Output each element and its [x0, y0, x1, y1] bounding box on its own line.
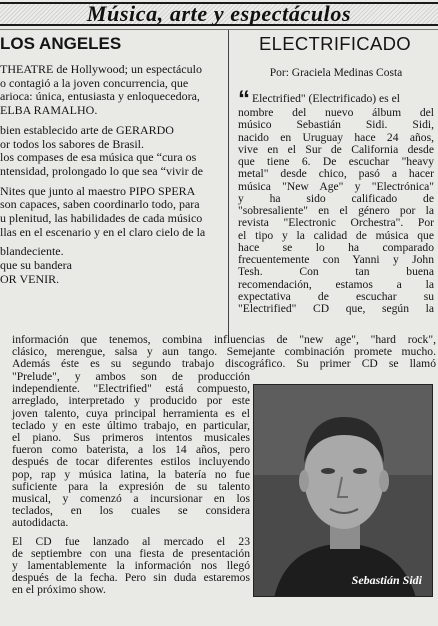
- text-line: son capaces, saben coordinarlo todo, para: [0, 198, 200, 212]
- text-line: arreglado, interpretado y producido por este: [12, 394, 250, 408]
- text-line: blandeciente.: [0, 245, 64, 259]
- text-line: hace se lo ha comparado: [238, 240, 434, 254]
- article-continuation-narrow: [12, 371, 250, 597]
- artist-portrait-image: [254, 385, 433, 597]
- text-line: bien establecido arte de GERARDO: [0, 123, 174, 137]
- text-line: arioca: única, entusiasta y enloquecedora,: [0, 90, 200, 104]
- text-line: OR VENIR.: [0, 272, 60, 286]
- text-line: música "New Age" y "Electrónica": [238, 179, 434, 193]
- header-divider: [0, 29, 438, 30]
- photo-caption: Sebastián Sidi: [351, 573, 422, 587]
- text-line: después de tocar diferentes estilos incluyendo: [12, 455, 250, 469]
- text-line: Nites que junto al maestro PIPO SPERA: [0, 184, 196, 198]
- text-line: Electrified" (Electrificado) es el: [252, 92, 400, 105]
- article-continuation-wide: [12, 334, 436, 371]
- text-line: Tesh. Con tan buena: [238, 265, 434, 279]
- text-line: recomendación, estamos a la: [238, 277, 434, 291]
- text-line: frecuentemente con Yanni y John: [238, 253, 434, 266]
- text-line: ELBA RAMALHO.: [0, 104, 98, 118]
- text-line: músico Sebastián Sidi. Sidi,: [238, 118, 434, 132]
- text-line: el tipo y la calidad de música que: [238, 228, 434, 242]
- text-line: de septiembre con una fiesta de presentación: [12, 546, 250, 560]
- left-article-body: [0, 63, 226, 287]
- text-line: información que tenemos, combina influencias de "new age", "hard rock",: [12, 333, 436, 346]
- text-line: nombre del nuevo álbum del: [238, 106, 434, 119]
- text-line: que tiene 6. De escuchar "heavy: [238, 155, 434, 168]
- text-line: llas en el escenario y en el claro cielo de la: [0, 225, 206, 239]
- text-line: independiente. "Electrified" está compuesto,: [12, 382, 250, 396]
- text-line: Además éste es su segundo trabajo discográfico. Su primer CD se llamó: [12, 357, 436, 371]
- text-line: y lamentablemente la información nos llegó: [12, 559, 250, 573]
- text-line: en el próximo show.: [12, 583, 106, 597]
- text-line: los compases de esa música que “cura os: [0, 151, 197, 165]
- text-line: joven talento, cuya principal herramienta es el: [12, 406, 250, 420]
- text-line: El CD fue lanzado al mercado el 23: [12, 534, 250, 548]
- drop-quote-mark: “: [238, 86, 250, 113]
- section-banner-title: Música, arte y espectáculos: [86, 1, 352, 26]
- text-line: después de la fecha. Pero sin duda estaremos: [12, 571, 250, 585]
- text-line: teclados, en los cuales se considera: [12, 504, 250, 518]
- artist-photo: [253, 384, 433, 597]
- text-line: que su bandera: [0, 259, 72, 273]
- text-line: musical, y comenzó a incursionar en los: [12, 492, 250, 506]
- article-byline: Por: Graciela Medinas Costa: [269, 67, 403, 79]
- text-line: expectativa de escuchar su: [238, 289, 434, 303]
- text-line: autodidacta.: [12, 516, 69, 530]
- text-line: "Prelude", y ambos son de producción: [12, 370, 250, 383]
- text-line: vive en el Sur de California desde: [238, 142, 434, 156]
- text-line: revista "Electronic Orchestra". Por: [238, 216, 434, 230]
- left-article-heading: LOS ANGELES: [0, 34, 122, 53]
- right-article-body: [238, 86, 434, 315]
- text-line: "Electrified" CD que, según la: [238, 302, 434, 315]
- text-line: u plenitud, las habilidades de cada músico: [0, 212, 203, 226]
- right-article-heading: ELECTRIFICADO: [259, 33, 411, 54]
- column-divider: [228, 30, 229, 335]
- text-line: y ha sido calificado de: [238, 191, 434, 205]
- text-line: suficiente para la expresión de su talento: [12, 479, 250, 493]
- text-line: metal" desde chico, pasó a hacer: [238, 167, 434, 181]
- text-line: "sobresaliente" en el género por la: [238, 204, 434, 217]
- text-line: ntensidad, prolongado lo que sea “vivir de: [0, 164, 203, 178]
- text-line: pop, rap y música latina, la batería no fue: [12, 467, 250, 481]
- text-line: fueron como baterista, a los 14 años, pero: [12, 443, 250, 457]
- text-line: teclado y en este último trabajo, en particular,: [12, 418, 250, 432]
- text-line: el piano. Sus primeros intentos musicales: [12, 431, 250, 445]
- text-line: o contagió a la joven concurrencia, que: [0, 76, 189, 90]
- text-line: clásico, merengue, salsa y aun tango. Semejante combinación promete mucho.: [12, 345, 436, 359]
- text-line: nacido en Uruguay hace 24 años,: [238, 130, 434, 144]
- text-line: THEATRE de Hollywood; un espectáculo: [0, 63, 202, 76]
- section-banner: [0, 2, 438, 26]
- text-line: or todos los sabores de Brasil.: [0, 137, 144, 151]
